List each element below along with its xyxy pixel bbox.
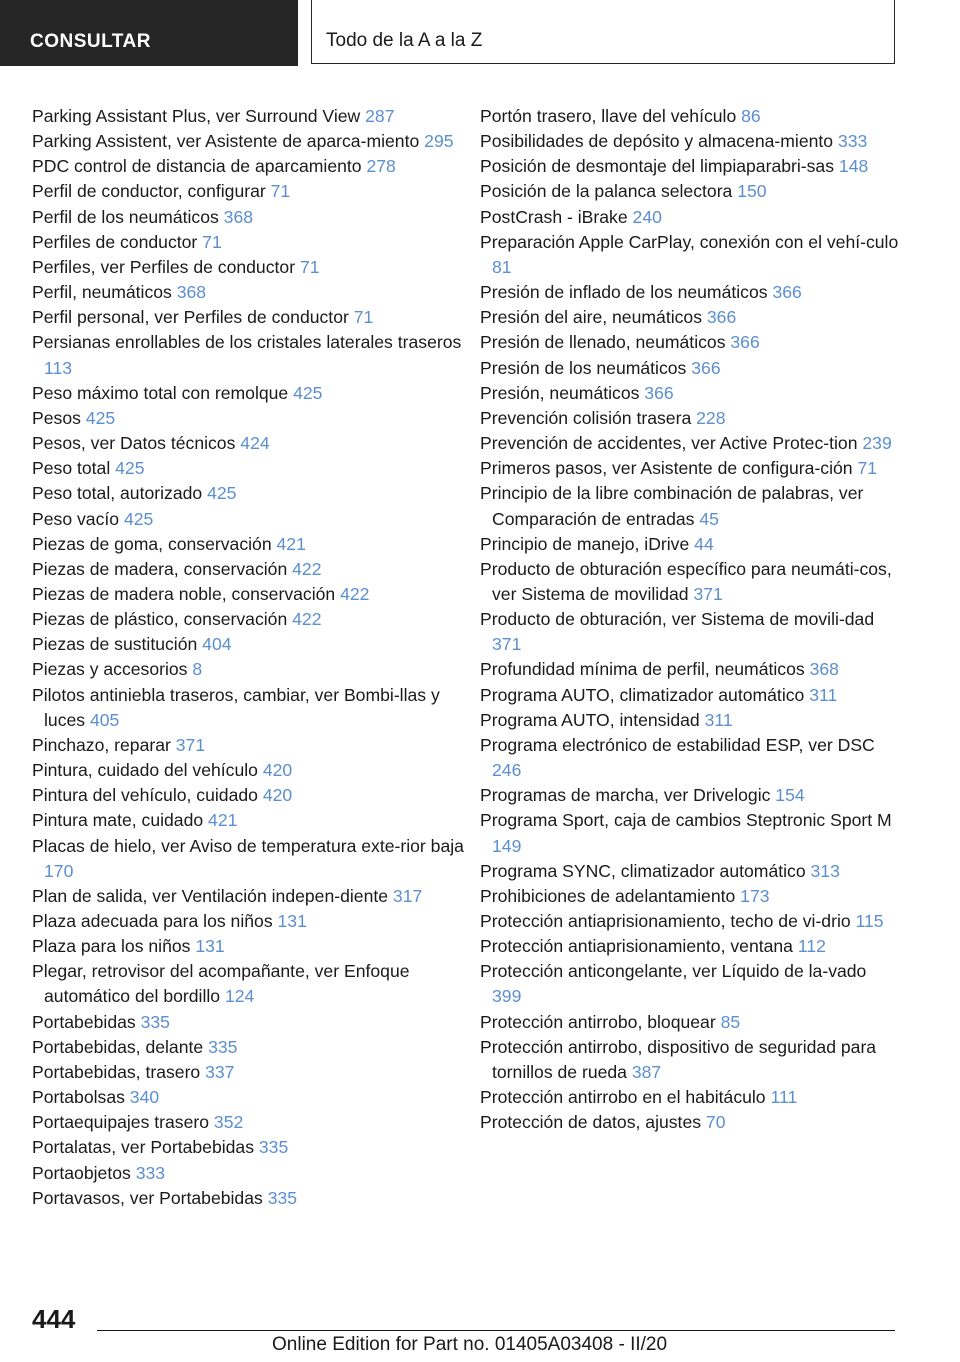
- index-term: Producto de obturación, ver Sistema de movili-dad: [480, 609, 875, 630]
- page-reference-link[interactable]: 366: [706, 307, 737, 328]
- index-entry: [480, 381, 900, 406]
- page-reference-link[interactable]: 295: [424, 131, 454, 152]
- index-entry: [480, 431, 900, 456]
- index-entry: [32, 1110, 472, 1135]
- page-reference-link[interactable]: 387: [631, 1061, 662, 1082]
- index-term: Programa AUTO, intensidad: [480, 709, 705, 730]
- index-entry: [32, 582, 472, 607]
- index-term: Portaobjetos: [32, 1162, 136, 1183]
- index-entry: [32, 1010, 472, 1035]
- index-term: Prevención colisión trasera: [480, 407, 697, 428]
- page-reference-link[interactable]: 311: [704, 709, 733, 730]
- page-reference-link[interactable]: 112: [797, 936, 826, 957]
- page-reference-link[interactable]: 246: [492, 760, 522, 781]
- index-entry: [32, 934, 472, 959]
- page-reference-link[interactable]: 170: [44, 860, 74, 881]
- index-entry: [480, 884, 900, 909]
- index-column-left: [32, 104, 472, 1211]
- page-number: 444: [32, 1304, 76, 1334]
- index-term: Principio de manejo, iDrive: [480, 533, 695, 554]
- page-reference-link[interactable]: 421: [276, 533, 306, 554]
- index-entry: [32, 381, 472, 406]
- index-term: Posibilidades de depósito y almacena-miento: [480, 131, 838, 152]
- index-entry: [480, 607, 900, 657]
- index-term: Peso total: [32, 458, 116, 479]
- index-term: Persianas enrollables de los cristales laterales traseros: [32, 332, 462, 353]
- index-term: Plan de salida, ver Ventilación indepen-diente: [32, 885, 393, 906]
- index-term: PDC control de distancia de aparcamiento: [32, 156, 367, 177]
- index-term: Portón trasero, llave del vehículo: [480, 106, 742, 126]
- index-entry: [32, 632, 472, 657]
- page-reference-link[interactable]: 405: [89, 709, 120, 730]
- index-term: Plaza para los niños: [32, 936, 196, 957]
- page-reference-link[interactable]: 317: [392, 885, 423, 906]
- page-reference-link[interactable]: 425: [85, 407, 116, 428]
- page-reference-link[interactable]: 111: [770, 1087, 798, 1108]
- index-entry: [32, 330, 472, 380]
- page-reference-link[interactable]: 422: [292, 558, 322, 579]
- page-reference-link[interactable]: 337: [205, 1061, 235, 1082]
- page-reference-link[interactable]: 366: [644, 382, 674, 403]
- index-entry: [32, 305, 472, 330]
- index-entry: [32, 154, 472, 179]
- index-term: Piezas de plástico, conservación: [32, 609, 293, 630]
- index-term: Peso máximo total con remolque: [32, 382, 294, 403]
- index-term: Perfiles, ver Perfiles de conductor: [32, 256, 300, 277]
- index-term: Profundidad mínima de perfil, neumáticos: [480, 659, 810, 680]
- page-reference-link[interactable]: 366: [772, 282, 802, 303]
- index-entry: [480, 959, 900, 1009]
- index-term: Producto de obturación específico para neumáti-cos, ver Sistema de movilidad: [480, 558, 892, 604]
- index-term: Presión de los neumáticos: [480, 357, 692, 378]
- index-entry: [32, 733, 472, 758]
- page-reference-link[interactable]: 333: [837, 131, 868, 152]
- index-term: Programa AUTO, climatizador automático: [480, 684, 810, 705]
- index-entry: [32, 1161, 472, 1186]
- index-entry: [480, 909, 900, 934]
- index-entry: [480, 1010, 900, 1035]
- index-term: Protección antirrobo, dispositivo de seguridad para tornillos de rueda: [480, 1036, 877, 1082]
- index-entry: [32, 1135, 472, 1160]
- index-term: Pesos: [32, 407, 86, 428]
- page-reference-link[interactable]: 425: [207, 483, 237, 504]
- index-term: Piezas de sustitución: [32, 634, 203, 655]
- page-reference-link[interactable]: 71: [353, 307, 374, 328]
- index-entry: [32, 507, 472, 532]
- page-reference-link[interactable]: 424: [240, 433, 270, 454]
- page-reference-link[interactable]: 368: [176, 282, 207, 303]
- index-term: Primeros pasos, ver Asistente de configura-ción: [480, 458, 858, 479]
- index-term: Programa electrónico de estabilidad ESP, ver DSC: [480, 734, 875, 755]
- index-entry: [32, 431, 472, 456]
- index-entry: [32, 959, 472, 1009]
- index-term: Perfil, neumáticos: [32, 282, 177, 303]
- index-term: Parking Assistant Plus, ver Surround View: [32, 106, 366, 126]
- index-entry: [480, 356, 900, 381]
- page-reference-link[interactable]: 8: [192, 659, 203, 680]
- page-reference-link[interactable]: 240: [632, 206, 662, 227]
- index-term: Prohibiciones de adelantamiento: [480, 885, 741, 906]
- page-reference-link[interactable]: 335: [258, 1137, 289, 1158]
- index-term: Presión de inflado de los neumáticos: [480, 282, 773, 303]
- page-reference-link[interactable]: 173: [740, 885, 770, 906]
- index-term: Presión, neumáticos: [480, 382, 645, 403]
- index-term: Piezas de goma, conservación: [32, 533, 277, 554]
- index-entry: [480, 1110, 900, 1135]
- index-term: Protección antiaprisionamiento, ventana: [480, 936, 798, 957]
- index-entry: [480, 808, 900, 858]
- page-reference-link[interactable]: 70: [705, 1112, 726, 1133]
- page-reference-link[interactable]: 340: [129, 1087, 160, 1108]
- index-term: Plaza adecuada para los niños: [32, 911, 278, 931]
- index-term: Pintura, cuidado del vehículo: [32, 760, 263, 781]
- page-reference-link[interactable]: 425: [115, 458, 145, 479]
- index-entry: [480, 733, 900, 783]
- index-entry: [32, 255, 472, 280]
- index-term: Portabebidas: [32, 1011, 141, 1032]
- page-reference-link[interactable]: 425: [123, 508, 154, 529]
- index-term: Portalatas, ver Portabebidas: [32, 1137, 259, 1158]
- page-reference-link[interactable]: 124: [224, 986, 255, 1007]
- index-entry: [480, 104, 900, 129]
- index-entry: [32, 1186, 472, 1211]
- index-entry: [32, 532, 472, 557]
- page-reference-link[interactable]: 44: [694, 533, 714, 554]
- index-term: Perfil personal, ver Perfiles de conductor: [32, 307, 354, 328]
- index-term: Presión de llenado, neumáticos: [480, 332, 731, 353]
- index-entry: [480, 1085, 900, 1110]
- index-term: Programas de marcha, ver Drivelogic: [480, 785, 776, 806]
- index-entry: [480, 154, 900, 179]
- page-reference-link[interactable]: 278: [366, 156, 396, 177]
- page-reference-link[interactable]: 371: [693, 583, 723, 604]
- index-term: Piezas de madera, conservación: [32, 558, 293, 579]
- index-entry: [480, 934, 900, 959]
- page-reference-link[interactable]: 86: [741, 106, 761, 126]
- page-reference-link[interactable]: 313: [810, 860, 840, 881]
- index-term: Protección antirrobo en el habitáculo: [480, 1087, 771, 1108]
- page-reference-link[interactable]: 311: [809, 684, 838, 705]
- index-entry: [32, 758, 472, 783]
- index-term: Portaequipajes trasero: [32, 1112, 214, 1133]
- page-reference-link[interactable]: 421: [208, 810, 238, 831]
- index-entry: [32, 104, 472, 129]
- index-entry: [32, 683, 472, 733]
- page-reference-link[interactable]: 368: [809, 659, 839, 680]
- index-term: Piezas de madera noble, conservación: [32, 583, 341, 604]
- index-term: Perfil de los neumáticos: [32, 206, 224, 227]
- index-entry: [480, 205, 900, 230]
- index-entry: [32, 557, 472, 582]
- page-reference-link[interactable]: 368: [223, 206, 254, 227]
- index-entry: [32, 607, 472, 632]
- page-reference-link[interactable]: 45: [699, 508, 719, 529]
- index-entry: [32, 834, 472, 884]
- index-column-right: [480, 104, 900, 1135]
- page-reference-link[interactable]: 71: [270, 181, 291, 202]
- index-entry: [480, 532, 900, 557]
- index-entry: [480, 179, 900, 204]
- page-header: [0, 0, 960, 66]
- page-reference-link[interactable]: 148: [838, 156, 869, 177]
- index-term: Pintura del vehículo, cuidado: [32, 785, 263, 806]
- page-reference-link[interactable]: 366: [691, 357, 721, 378]
- index-entry: [32, 129, 472, 154]
- index-entry: [32, 783, 472, 808]
- index-entry: [32, 1085, 472, 1110]
- page-reference-link[interactable]: 371: [175, 734, 206, 755]
- page-reference-link[interactable]: 335: [208, 1036, 238, 1057]
- index-entry: [480, 657, 900, 682]
- index-term: Portabebidas, delante: [32, 1036, 209, 1057]
- chapter-title: Todo de la A a la Z: [311, 0, 895, 64]
- index-term: Prevención de accidentes, ver Active Protec-tion: [480, 433, 863, 454]
- page-reference-link[interactable]: 335: [140, 1011, 170, 1032]
- index-term: Protección antirrobo, bloquear: [480, 1011, 721, 1032]
- index-entry: [32, 657, 472, 682]
- index-term: Pesos, ver Datos técnicos: [32, 433, 241, 454]
- index-term: Presión del aire, neumáticos: [480, 307, 707, 328]
- index-entry: [32, 205, 472, 230]
- index-term: Principio de la libre combinación de palabras, ver Comparación de entradas: [480, 483, 864, 529]
- page-reference-link[interactable]: 422: [292, 609, 322, 630]
- index-term: Peso vacío: [32, 508, 124, 529]
- index-term: Parking Assistent, ver Asistente de aparca-miento: [32, 131, 425, 152]
- page-reference-link[interactable]: 81: [492, 256, 512, 277]
- footer-divider: [97, 1330, 895, 1331]
- index-entry: [32, 1060, 472, 1085]
- index-entry: [32, 909, 472, 934]
- index-entry: [32, 280, 472, 305]
- page-reference-link[interactable]: 371: [492, 634, 522, 655]
- page-reference-link[interactable]: 352: [213, 1112, 244, 1133]
- page-reference-link[interactable]: 154: [775, 785, 805, 806]
- index-entry: [32, 456, 472, 481]
- index-term: Preparación Apple CarPlay, conexión con el vehí-culo: [480, 231, 899, 252]
- index-term: Protección de datos, ajustes: [480, 1112, 706, 1133]
- index-entry: [32, 481, 472, 506]
- index-term: Programa SYNC, climatizador automático: [480, 860, 811, 881]
- page-reference-link[interactable]: 404: [202, 634, 232, 655]
- index-entry: [32, 179, 472, 204]
- page-reference-link[interactable]: 425: [293, 382, 323, 403]
- index-term: Portabebidas, trasero: [32, 1061, 206, 1082]
- index-term: Placas de hielo, ver Aviso de temperatura exte-rior baja: [32, 835, 464, 856]
- page-reference-link[interactable]: 420: [262, 785, 293, 806]
- page-reference-link[interactable]: 71: [299, 256, 320, 277]
- index-entry: [480, 406, 900, 431]
- index-entry: [480, 557, 900, 607]
- page-reference-link[interactable]: 149: [492, 835, 522, 856]
- index-entry: [480, 230, 900, 280]
- index-term: Protección antiaprisionamiento, techo de vi-drio: [480, 911, 856, 931]
- index-entry: [480, 708, 900, 733]
- index-term: Perfil de conductor, configurar: [32, 181, 271, 202]
- page-reference-link[interactable]: 420: [262, 760, 293, 781]
- page-reference-link[interactable]: 150: [737, 181, 767, 202]
- index-entry: [480, 330, 900, 355]
- index-entry: [480, 859, 900, 884]
- index-entry: [480, 683, 900, 708]
- index-entry: [32, 230, 472, 255]
- index-entry: [480, 129, 900, 154]
- index-term: Pilotos antiniebla traseros, cambiar, ver Bombi-llas y luces: [32, 684, 440, 730]
- page-reference-link[interactable]: 335: [267, 1187, 298, 1208]
- index-term: Perfiles de conductor: [32, 231, 203, 252]
- page-reference-link[interactable]: 85: [720, 1011, 741, 1032]
- page-reference-link[interactable]: 131: [277, 911, 307, 931]
- section-tab: CONSULTAR: [0, 0, 298, 66]
- index-entry: [480, 280, 900, 305]
- page-reference-link[interactable]: 333: [135, 1162, 166, 1183]
- index-entry: [32, 406, 472, 431]
- index-term: Portavasos, ver Portabebidas: [32, 1187, 268, 1208]
- footer-edition: Online Edition for Part no. 01405A03408 - II/20: [272, 1334, 668, 1355]
- index-entry: [480, 481, 900, 531]
- index-term: Protección anticongelante, ver Líquido de la-vado: [480, 961, 867, 982]
- index-term: Pinchazo, reparar: [32, 734, 176, 755]
- index-term: Portabolsas: [32, 1087, 130, 1108]
- index-entry: [480, 305, 900, 330]
- page-reference-link[interactable]: 399: [492, 986, 522, 1007]
- index-term: Piezas y accesorios: [32, 659, 193, 680]
- index-term: Posición de desmontaje del limpiaparabri-sas: [480, 156, 839, 177]
- index-term: Programa Sport, caja de cambios Steptronic Sport M: [480, 810, 892, 831]
- index-term: Pintura mate, cuidado: [32, 810, 209, 831]
- index-entry: [32, 808, 472, 833]
- index-entry: [32, 1035, 472, 1060]
- index-term: Peso total, autorizado: [32, 483, 208, 504]
- index-term: Plegar, retrovisor del acompañante, ver Enfoque automático del bordillo: [32, 961, 410, 1007]
- index-entry: [480, 783, 900, 808]
- page-reference-link[interactable]: 422: [340, 583, 370, 604]
- index-entry: [32, 884, 472, 909]
- page-reference-link[interactable]: 113: [44, 357, 73, 378]
- page-reference-link[interactable]: 366: [730, 332, 760, 353]
- index-term: PostCrash - iBrake: [480, 206, 633, 227]
- page-reference-link[interactable]: 287: [365, 106, 395, 126]
- page-reference-link[interactable]: 131: [195, 936, 225, 957]
- index-entry: [480, 1035, 900, 1085]
- page-reference-link[interactable]: 115: [855, 911, 884, 931]
- page-reference-link[interactable]: 239: [862, 433, 892, 454]
- page-reference-link[interactable]: 71: [857, 458, 878, 479]
- index-term: Posición de la palanca selectora: [480, 181, 738, 202]
- page-reference-link[interactable]: 228: [696, 407, 726, 428]
- index-entry: [480, 456, 900, 481]
- page-reference-link[interactable]: 71: [202, 231, 222, 252]
